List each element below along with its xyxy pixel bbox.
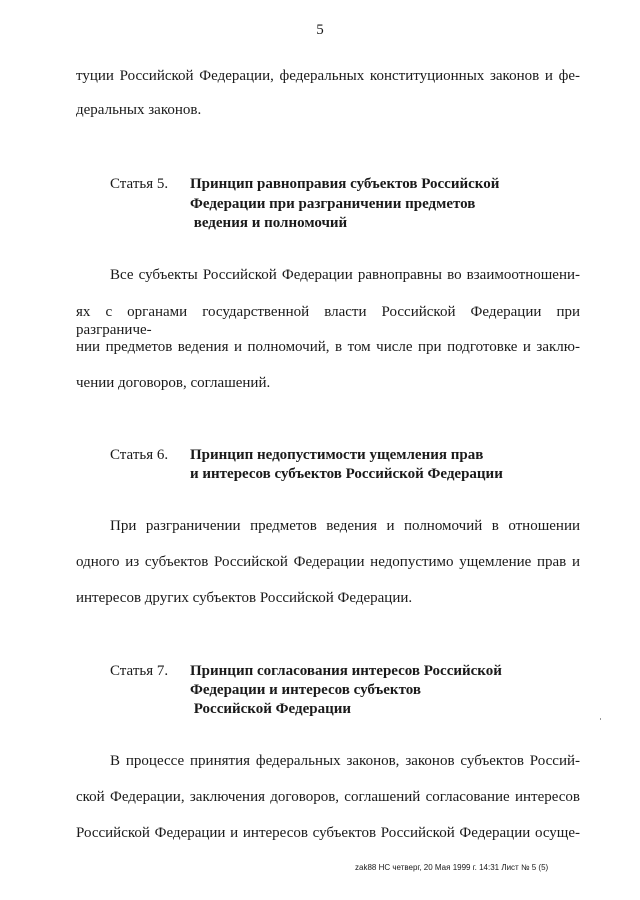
scan-speck [600, 718, 601, 720]
article-6-body-line-1: При разграничении предметов ведения и полномочий в отношении [110, 518, 580, 534]
article-7-title-line-2: Федерации и интересов субъектов [190, 682, 421, 698]
article-7-body-line-2: ской Федерации, заключения договоров, соглашений согласование интересов [76, 789, 580, 805]
article-5-title-line-3: ведения и полномочий [190, 215, 348, 231]
article-5-label: Статья 5. [110, 176, 169, 192]
article-5-body-line-4: чении договоров, соглашений. [76, 375, 271, 391]
continuation-line-2: деральных законов. [76, 102, 202, 118]
article-5-body-line-2: ях с органами государственной власти Российской Федерации при разграниче- [76, 304, 580, 338]
article-5-body-line-3: нии предметов ведения и полномочий, в том числе при подготовке и заклю- [76, 339, 580, 355]
article-7-body-line-1: В процессе принятия федеральных законов, законов субъектов Россий- [110, 753, 580, 769]
article-6-label: Статья 6. [110, 447, 169, 463]
article-6-title-line-1: Принцип недопустимости ущемления прав [190, 447, 484, 463]
page-number: 5 [316, 22, 324, 38]
article-7-title-line-3: Российской Федерации [190, 701, 351, 717]
article-5-title-line-1: Принцип равноправия субъектов Российской [190, 176, 500, 192]
article-7-label: Статья 7. [110, 663, 169, 679]
article-7-title-line-1: Принцип согласования интересов Российской [190, 663, 502, 679]
article-7-body-line-3: Российской Федерации и интересов субъектов Российской Федерации осуще- [76, 825, 580, 841]
article-6-body-line-3: интересов других субъектов Российской Федерации. [76, 590, 413, 606]
article-6-title-line-2: и интересов субъектов Российской Федерации [190, 466, 503, 482]
footer-stamp: zak88 НС четверг, 20 Мая 1999 г. 14:31 Лист № 5 (5) [355, 863, 549, 872]
article-5-title-line-2: Федерации при разграничении предметов [190, 196, 476, 212]
continuation-line-1: туции Российской Федерации, федеральных конституционных законов и фе- [76, 68, 580, 84]
article-5-body-line-1: Все субъекты Российской Федерации равноправны во взаимоотношени- [110, 267, 580, 283]
article-6-body-line-2: одного из субъектов Российской Федерации недопустимо ущемление прав и [76, 554, 580, 570]
